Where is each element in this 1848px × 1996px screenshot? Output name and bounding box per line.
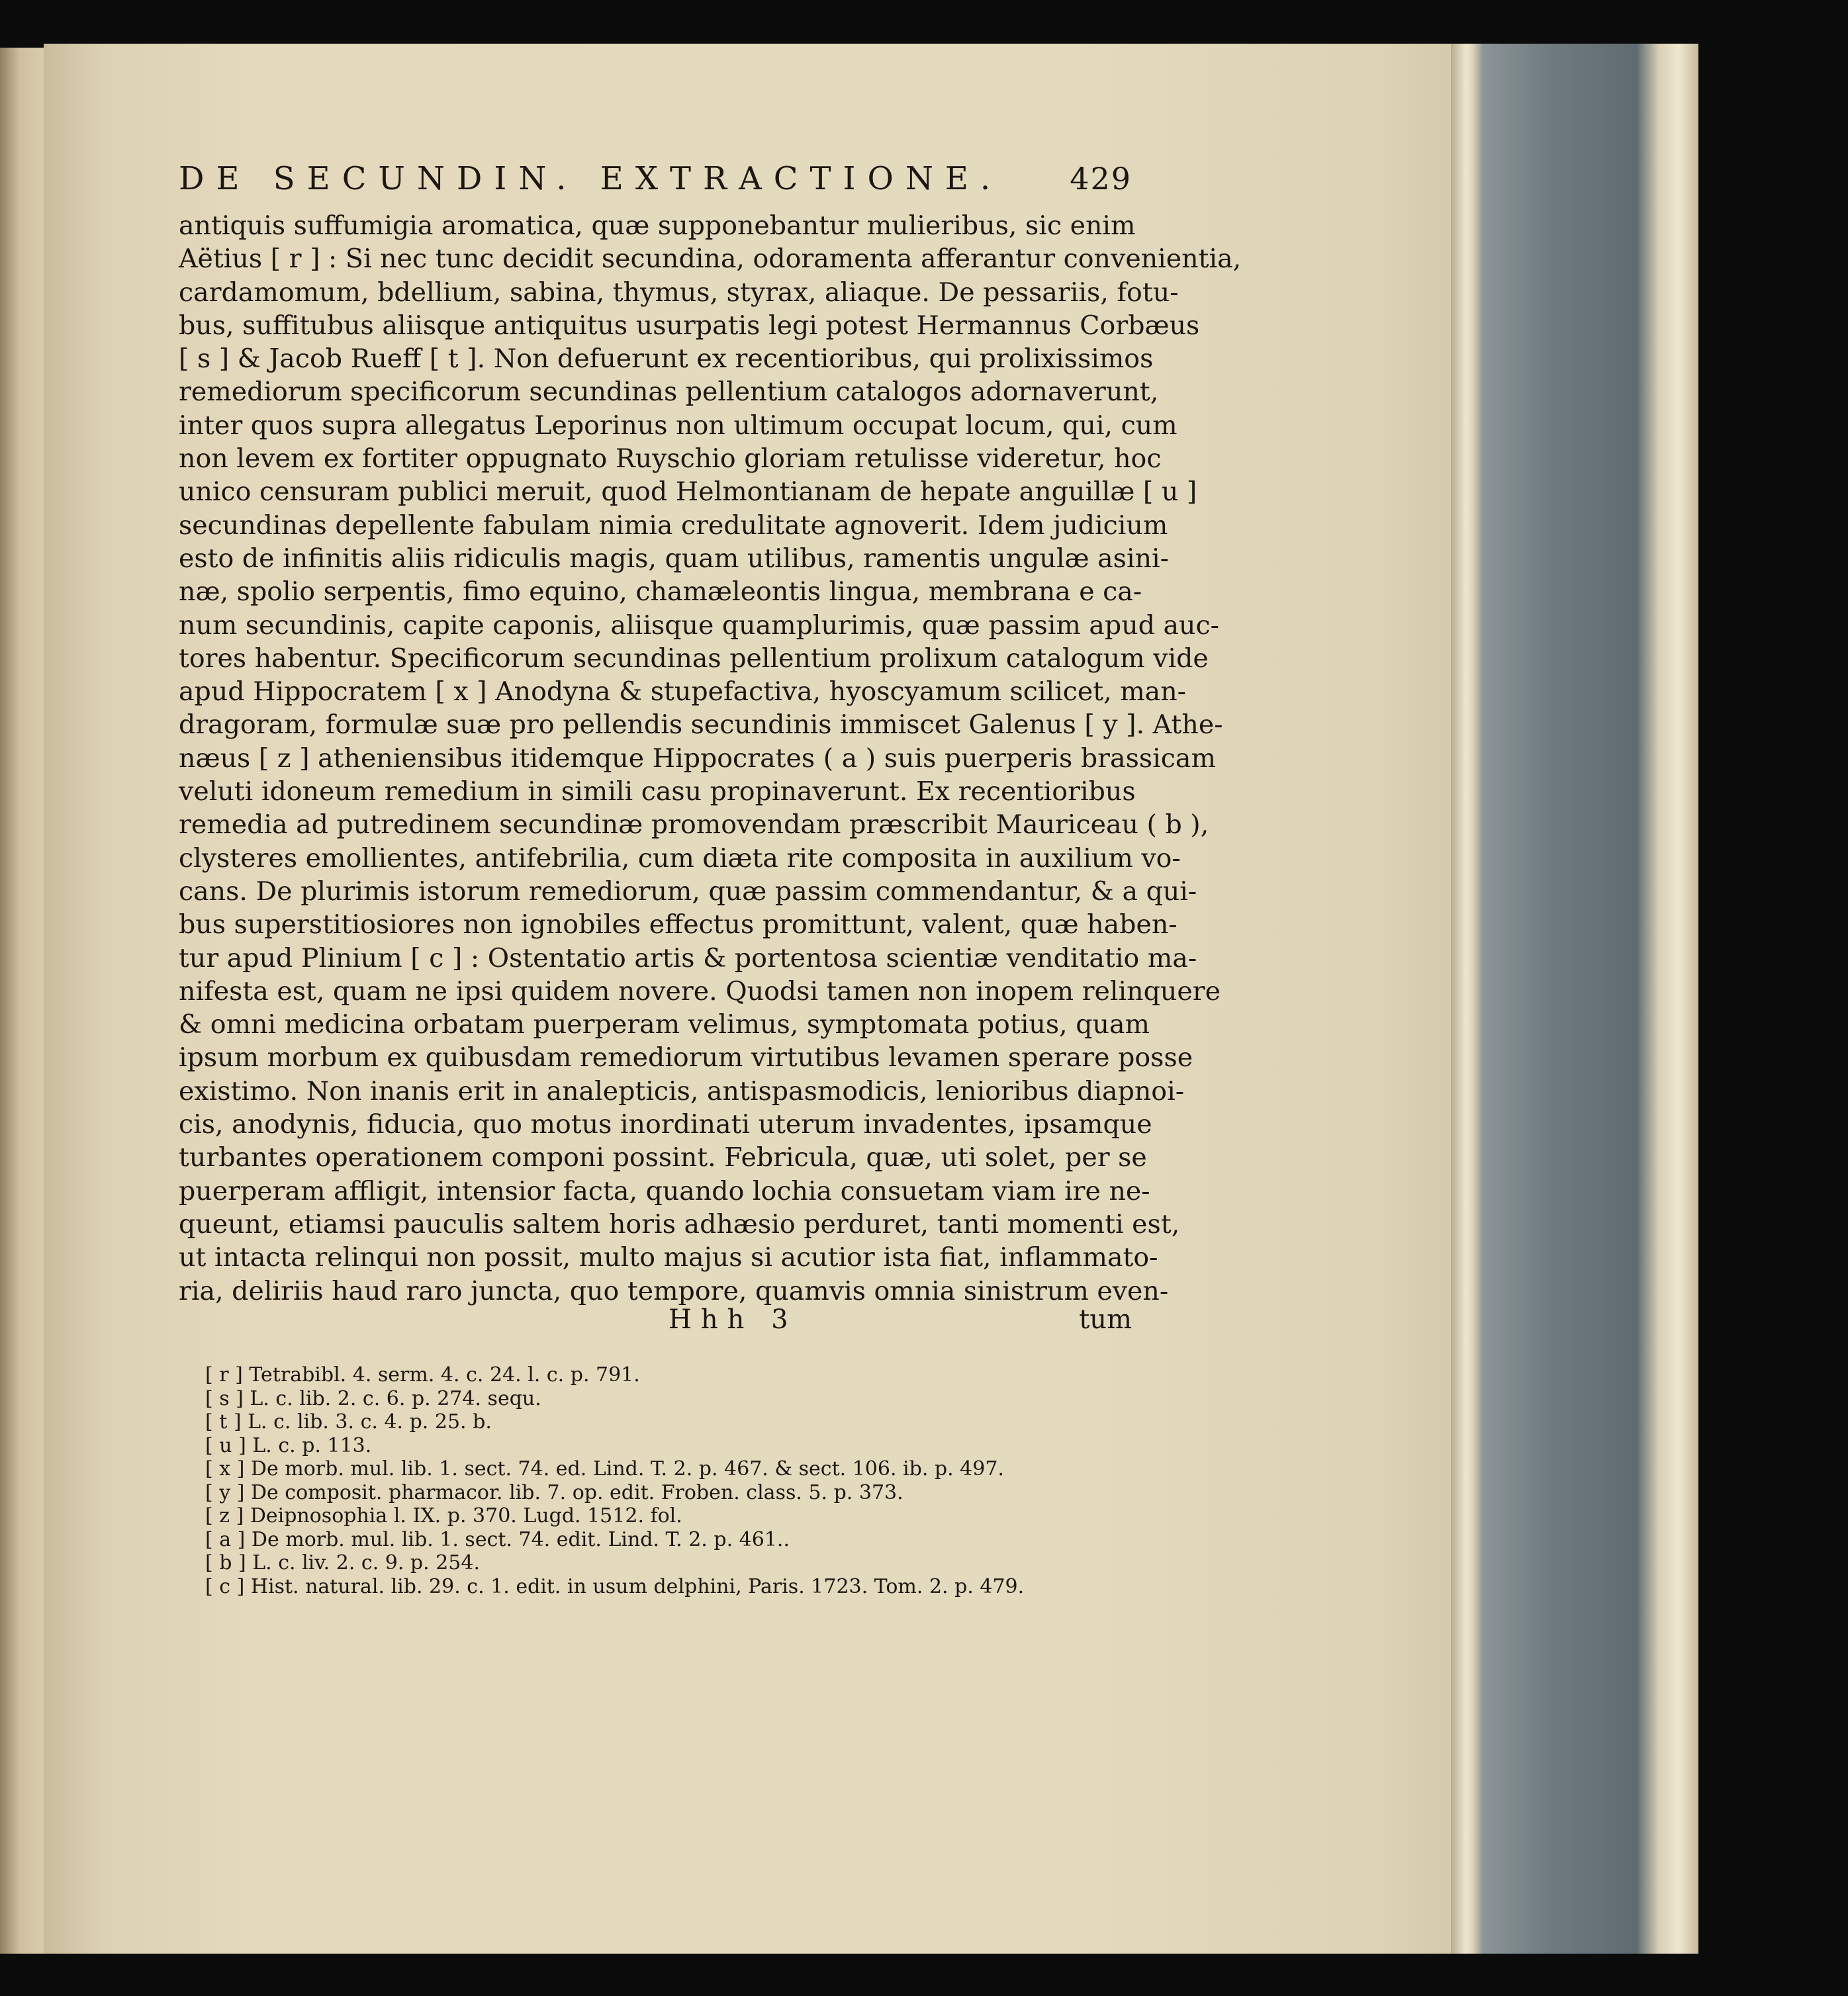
text-line: & omni medicina orbatam puerperam velimus, symptomata potius, quam xyxy=(179,1009,1150,1040)
footnote: [ y ] De composit. pharmacor. lib. 7. op. edit. Froben. class. 5. p. 373. xyxy=(205,1480,903,1504)
text-line: existimo. Non inanis erit in analepticis, antispasmodicis, lenioribus diapnoi- xyxy=(179,1075,1185,1107)
text-line: clysteres emollientes, antifebrilia, cum diæta rite composita in auxilium vo- xyxy=(179,842,1181,874)
text-line: tores habentur. Specificorum secundinas pellentium prolixum catalogum vide xyxy=(179,643,1209,674)
text-line: num secundinis, capite caponis, aliisque quamplurimis, quæ passim apud auc- xyxy=(179,610,1219,641)
footnote: [ c ] Hist. natural. lib. 29. c. 1. edit. in usum delphini, Paris. 1723. Tom. 2. p. 479. xyxy=(205,1574,1025,1598)
footnote: [ u ] L. c. p. 113. xyxy=(205,1433,372,1457)
signature-line xyxy=(179,1302,1132,1337)
text-line: bus superstitiosiores non ignobiles effectus promittunt, valent, quæ haben- xyxy=(179,909,1178,940)
footnote: [ r ] Tetrabibl. 4. serm. 4. c. 24. l. c. p. 791. xyxy=(205,1363,640,1386)
text-line: turbantes operationem componi possint. Febricula, quæ, uti solet, per se xyxy=(179,1142,1147,1173)
previous-page-edge xyxy=(0,48,44,1954)
text-line: tur apud Plinium [ c ] : Ostentatio artis & portentosa scientiæ venditatio ma- xyxy=(179,942,1197,974)
text-line: non levem ex fortiter oppugnato Ruyschio gloriam retulisse videretur, hoc xyxy=(179,443,1162,475)
footnote: [ a ] De morb. mul. lib. 1. sect. 74. edit. Lind. T. 2. p. 461.. xyxy=(205,1527,790,1551)
text-line: apud Hippocratem [ x ] Anodyna & stupefactiva, hyoscyamum scilicet, man- xyxy=(179,676,1187,707)
text-line: ipsum morbum ex quibusdam remediorum virtutibus levamen sperare posse xyxy=(179,1042,1193,1073)
text-line: dragoram, formulæ suæ pro pellendis secundinis immiscet Galenus [ y ]. Athe- xyxy=(179,709,1223,741)
text-line: ria, deliriis haud raro juncta, quo tempore, quamvis omnia sinistrum even- xyxy=(179,1275,1169,1306)
footnotes xyxy=(205,1363,1158,1598)
running-title: DE SECUNDIN. EXTRACTIONE. xyxy=(179,160,1003,197)
page-block-fore-edge xyxy=(1451,44,1698,1954)
text-line: secundinas depellente fabulam nimia credulitate agnoverit. Idem judicium xyxy=(179,510,1168,541)
text-line: queunt, etiamsi pauculis saltem horis adhæsio perduret, tanti momenti est, xyxy=(179,1208,1180,1240)
text-line: ut intacta relinqui non possit, multo majus si acutior ista fiat, inflammato- xyxy=(179,1242,1158,1273)
page-number: 429 xyxy=(1070,161,1132,197)
text-line: remediorum specificorum secundinas pellentium catalogos adornaverunt, xyxy=(179,377,1159,408)
footnote: [ b ] L. c. liv. 2. c. 9. p. 254. xyxy=(205,1551,481,1574)
text-line: puerperam affligit, intensior facta, quando lochia consuetam viam ire ne- xyxy=(179,1175,1150,1206)
text-line: veluti idoneum remedium in simili casu propinaverunt. Ex recentioribus xyxy=(179,776,1136,807)
text-line: cis, anodynis, fiducia, quo motus inordinati uterum invadentes, ipsamque xyxy=(179,1109,1152,1140)
text-line: næus [ z ] atheniensibus itidemque Hippocrates ( a ) suis puerperis brassicam xyxy=(179,743,1216,774)
text-line: cardamomum, bdellium, sabina, thymus, styrax, aliaque. De pessariis, fotu- xyxy=(179,277,1179,308)
text-line: cans. De plurimis istorum remediorum, quæ passim commendantur, & a qui- xyxy=(179,876,1197,907)
footnote: [ t ] L. c. lib. 3. c. 4. p. 25. b. xyxy=(205,1410,492,1433)
running-head xyxy=(179,159,1132,199)
text-line: inter quos supra allegatus Leporinus non ultimum occupat locum, qui, cum xyxy=(179,410,1178,441)
text-line: remedia ad putredinem secundinæ promovendam præscribit Mauriceau ( b ), xyxy=(179,809,1209,840)
footnote: [ s ] L. c. lib. 2. c. 6. p. 274. sequ. xyxy=(205,1386,541,1410)
body-text xyxy=(179,209,1242,1308)
text-line: antiquis suffumigia aromatica, quæ supponebantur mulieribus, sic enim xyxy=(179,210,1136,241)
text-line: esto de infinitis aliis ridiculis magis, quam utilibus, ramentis ungulæ asini- xyxy=(179,543,1170,574)
footnote: [ x ] De morb. mul. lib. 1. sect. 74. ed. Lind. T. 2. p. 467. & sect. 106. ib. p. 497. xyxy=(205,1457,1004,1480)
text-line: [ s ] & Jacob Rueff [ t ]. Non defuerunt ex recentioribus, qui prolixissimos xyxy=(179,343,1154,375)
signature-mark: Hhh 3 xyxy=(669,1304,798,1335)
text-line: bus, suffitubus aliisque antiquitus usurpatis legi potest Hermannus Corbæus xyxy=(179,310,1200,341)
text-line: unico censuram publici meruit, quod Helmontianam de hepate anguillæ [ u ] xyxy=(179,476,1197,508)
text-line: Aëtius [ r ] : Si nec tunc decidit secundina, odoramenta afferantur convenientia, xyxy=(179,244,1242,275)
text-line: næ, spolio serpentis, fimo equino, chamæleontis lingua, membrana e ca- xyxy=(179,576,1142,608)
text-line: nifesta est, quam ne ipsi quidem novere. Quodsi tamen non inopem relinquere xyxy=(179,975,1221,1007)
footnote: [ z ] Deipnosophia l. IX. p. 370. Lugd. 1512. fol. xyxy=(205,1504,682,1527)
catchword: tum xyxy=(1079,1304,1132,1335)
